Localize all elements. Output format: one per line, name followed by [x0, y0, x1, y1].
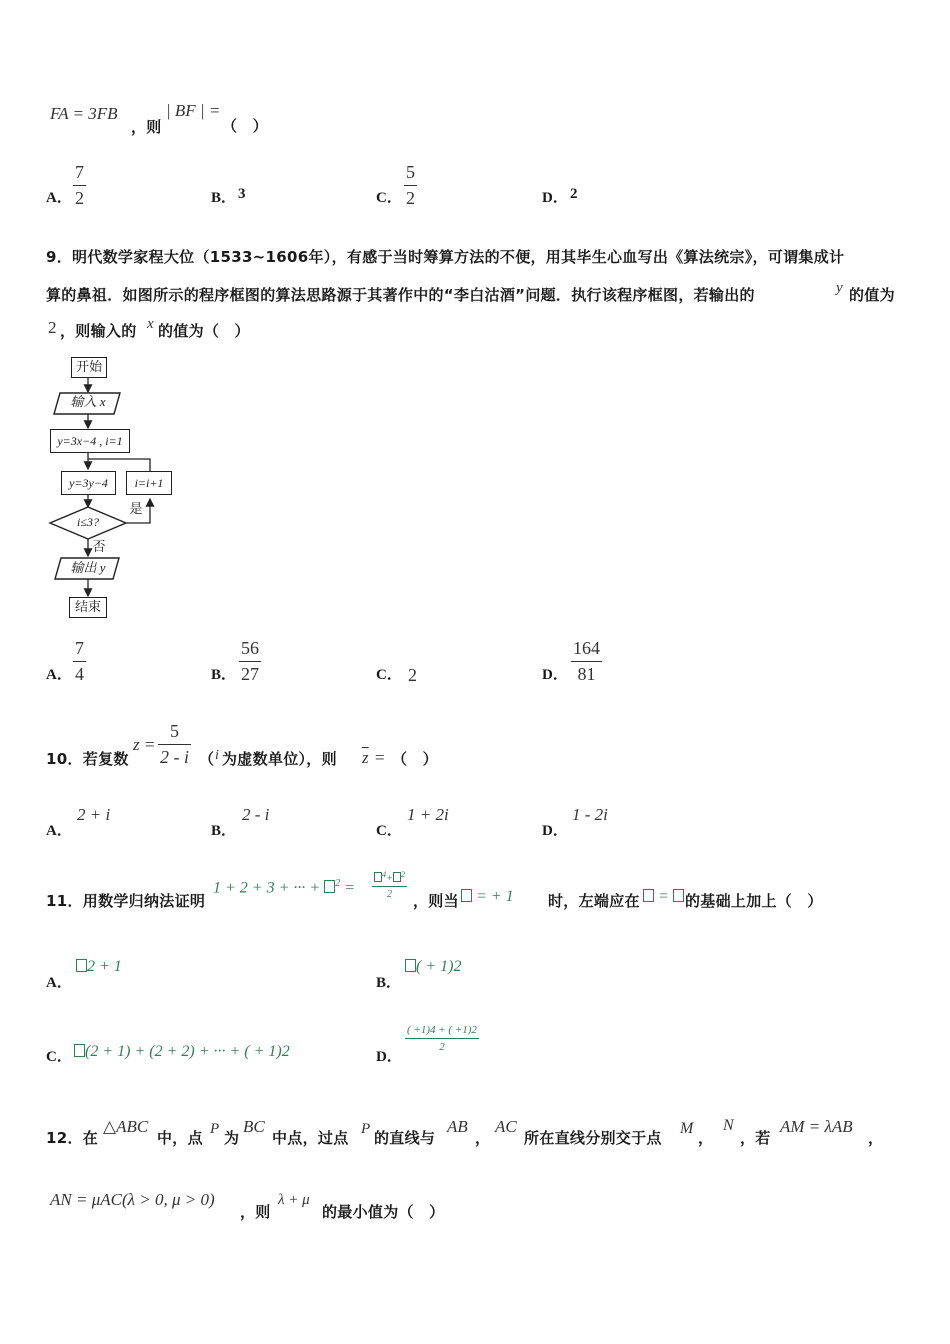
- q12-p1: 12．在: [46, 1129, 99, 1147]
- q9-stem-line1: 9．明代数学家程大位（1533~1606年），有感于当时筹算方法的不便，用其毕生心血写出《算法统宗》，可谓集成计: [46, 248, 845, 266]
- q9-option-b-fraction: $\frac{56}{27}$: [241, 638, 259, 684]
- q11-k-plus-1: = + 1: [461, 888, 514, 906]
- q9-option-b-label: B．: [211, 667, 237, 683]
- q12-p3: 为: [224, 1129, 240, 1147]
- q9-output-value: 2: [48, 318, 57, 337]
- q10-prefix: 10．若复数: [46, 750, 129, 768]
- q12-point-m: M: [680, 1120, 694, 1137]
- q9-stem-line3-end: 的值为（ ）: [158, 322, 250, 340]
- q10-fraction: $\frac{5}{2 - i}$: [160, 721, 189, 767]
- q10-option-a-label: A．: [46, 823, 72, 839]
- q12-point-n: N: [723, 1117, 734, 1134]
- q11-option-a-label: A．: [46, 975, 72, 991]
- q10-option-d-label: D．: [542, 823, 568, 839]
- q8-option-a-fraction: $\frac{7}{2}$: [75, 162, 84, 208]
- q10-note: 为虚数单位），则: [222, 750, 337, 768]
- q12-p4: 中点，过点: [272, 1129, 349, 1147]
- q8-option-b-value: 3: [238, 186, 246, 202]
- q12-point-p: P: [210, 1121, 220, 1137]
- flowchart-yes-label: 是: [129, 501, 143, 516]
- q9-option-c-value: 2: [408, 665, 417, 685]
- flowchart-init: y=3x−4 , i=1: [50, 429, 130, 453]
- q11-formula-fraction: $\frac{^4+ ^2}{2}$: [372, 870, 407, 900]
- q11-time-text: 时，左端应在: [548, 892, 640, 910]
- flowchart-no-label: 否: [92, 539, 106, 554]
- q12-point-p-2: P: [361, 1121, 371, 1137]
- q8-then-text: ，则: [131, 118, 162, 136]
- q12-an-formula: AN = μAC(λ > 0, μ > 0): [50, 1190, 215, 1209]
- q12-p6: 所在直线分别交于点: [524, 1129, 662, 1147]
- q8-option-c-label: C．: [376, 190, 402, 206]
- q10-note-var: i: [215, 748, 219, 763]
- q11-option-d-fraction: $\frac{( +1)4 + ( +1)2}{2}$: [407, 1024, 477, 1053]
- q10-option-b-label: B．: [211, 823, 237, 839]
- q10-paren: （ ）: [392, 750, 438, 768]
- q12-bc: BC: [243, 1117, 265, 1136]
- flowchart-end: 结束: [69, 597, 107, 618]
- flowchart-output-text: 输出 y: [70, 560, 106, 575]
- q11-option-d-label: D．: [376, 1049, 402, 1065]
- q12-p7: ，若: [740, 1129, 771, 1147]
- q11-option-c-value: (2 + 1) + (2 + 2) + ··· + ( + 1)2: [74, 1043, 290, 1061]
- q10-option-b-value: 2 - i: [242, 805, 270, 824]
- q9-option-d-label: D．: [542, 667, 568, 683]
- q8-bf-formula: | BF | =: [166, 101, 221, 120]
- q12-ab: AB: [447, 1117, 468, 1136]
- q9-option-a-fraction: $\frac{7}{4}$: [75, 638, 84, 684]
- q8-condition-formula: FA = 3FB: [50, 104, 118, 123]
- q11-option-a-value: 2 + 1: [76, 958, 122, 976]
- flowchart-input-text: 输入 x: [70, 394, 106, 409]
- q11-prefix: 11．用数学归纳法证明: [46, 892, 206, 910]
- q10-option-c-value: 1 + 2i: [407, 805, 449, 824]
- q9-stem-line2-end: 的值为: [849, 286, 895, 304]
- q10-zbar: $\overline{z}$: [362, 748, 369, 767]
- q8-option-d-value: 2: [570, 186, 578, 202]
- q9-option-c-label: C．: [376, 667, 402, 683]
- q8-option-a-label: A．: [46, 190, 72, 206]
- q10-z-eq: z =: [133, 735, 156, 754]
- q9-var-x: x: [147, 316, 154, 332]
- q11-formula: 1 + 2 + 3 + ··· + $^2$ =: [213, 878, 355, 897]
- q12-comma1: ，: [475, 1129, 491, 1147]
- q11-suffix: 的基础上加上（ ）: [685, 892, 823, 910]
- q10-paren-open: （: [199, 750, 215, 768]
- flowchart-update-i: i=i+1: [126, 471, 172, 495]
- q10-option-d-value: 1 - 2i: [572, 805, 608, 824]
- q12-sum: λ + μ: [278, 1192, 310, 1208]
- q12-ac: AC: [495, 1117, 517, 1136]
- q8-option-c-fraction: $\frac{5}{2}$: [406, 162, 415, 208]
- q9-option-a-label: A．: [46, 667, 72, 683]
- q8-paren: （ ）: [222, 117, 268, 135]
- q12-p5: 的直线与: [374, 1129, 436, 1147]
- q12-am-formula: AM = λAB: [780, 1117, 853, 1136]
- q11-mid: ，则当: [413, 892, 459, 910]
- q10-eq: =: [375, 748, 385, 767]
- q8-option-b-label: B．: [211, 190, 237, 206]
- q9-option-d-fraction: $\frac{164}{81}$: [573, 638, 600, 684]
- q11-option-c-label: C．: [46, 1049, 72, 1065]
- q11-option-b-label: B．: [376, 975, 402, 991]
- q11-placeholder-box: [324, 880, 335, 893]
- q12-comma3: ，: [868, 1129, 884, 1147]
- flowchart-start: 开始: [71, 357, 107, 378]
- q12-p9: 的最小值为（ ）: [322, 1203, 445, 1221]
- flowchart-update-y: y=3y−4: [61, 471, 116, 495]
- q12-comma2: ，: [698, 1129, 714, 1147]
- q11-k-eq: =: [643, 888, 684, 906]
- q8-option-d-label: D．: [542, 190, 568, 206]
- q10-option-c-label: C．: [376, 823, 402, 839]
- q10-option-a-value: 2 + i: [77, 805, 111, 824]
- flowchart-condition: i≤3?: [77, 515, 99, 529]
- q12-p2: 中，点: [157, 1129, 203, 1147]
- q11-option-b-value: ( + 1)2: [405, 958, 461, 976]
- q9-stem-line3: ，则输入的: [60, 322, 137, 340]
- q12-triangle: △ABC: [103, 1117, 149, 1136]
- q9-var-y: y: [836, 280, 843, 296]
- q12-p8: ，则: [240, 1203, 271, 1221]
- q9-stem-line2: 算的鼻祖．如图所示的程序框图的算法思路源于其著作中的“李白沽酒”问题．执行该程序框图，若输出的: [46, 286, 755, 304]
